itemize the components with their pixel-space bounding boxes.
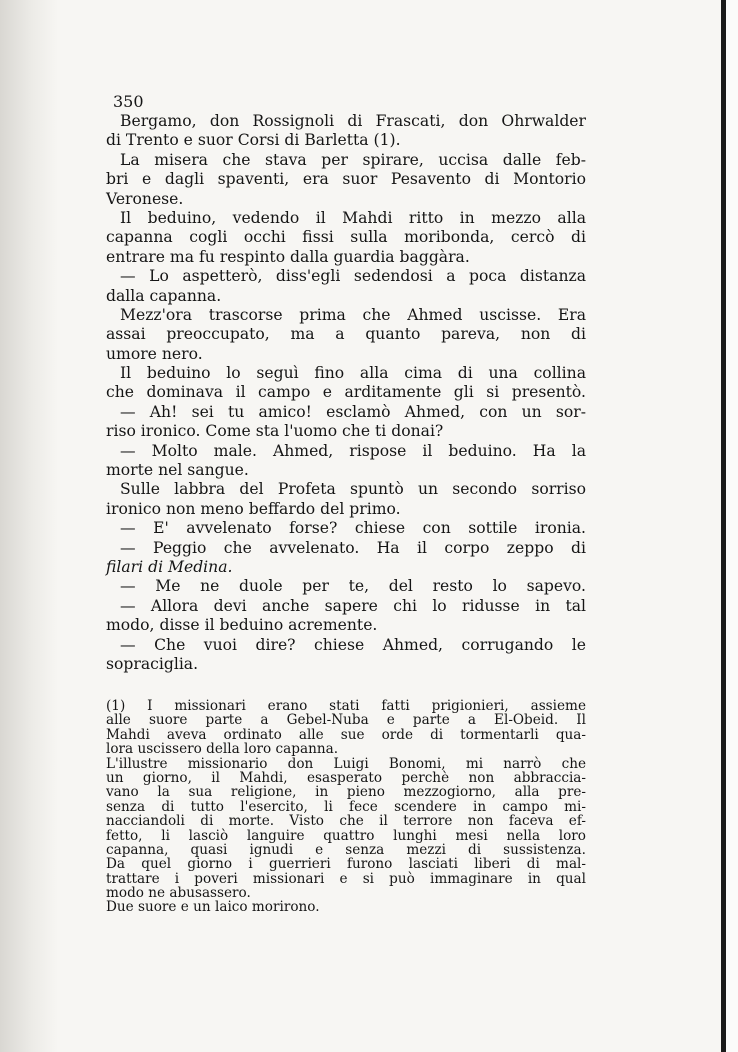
text-line: bri e dagli spaventi, era suor Pesavento di Montorio bbox=[106, 170, 586, 189]
text-line: dalla capanna. bbox=[106, 286, 222, 305]
page-number: 350 bbox=[113, 92, 144, 111]
text-line: morte nel sangue. bbox=[106, 461, 249, 480]
page-gutter-shadow bbox=[0, 0, 58, 1052]
text-line: — Ah! sei tu amico! esclamò Ahmed, con un sor- bbox=[120, 402, 586, 421]
footnote-paragraph bbox=[106, 699, 586, 757]
page-edge-border bbox=[721, 0, 726, 1052]
paragraph bbox=[106, 151, 586, 209]
paragraph bbox=[106, 112, 586, 151]
footnote-line: vano la sua religione, in pieno mezzogiorno, alla pre- bbox=[106, 784, 586, 801]
text-line: umore nero. bbox=[106, 344, 203, 363]
text-line: Sulle labbra del Profeta spuntò un secondo sorriso bbox=[120, 480, 586, 499]
text-line: di Trento e suor Corsi di Barletta (1). bbox=[106, 131, 401, 150]
text-line: Il beduino, vedendo il Mahdi ritto in mezzo alla bbox=[120, 208, 586, 227]
text-line: — Peggio che avvelenato. Ha il corpo zeppo di bbox=[120, 538, 586, 557]
footnote-line: un giorno, il Mahdi, esasperato perchè non abbraccia- bbox=[106, 769, 586, 786]
text-line bbox=[106, 558, 586, 577]
text-line: Bergamo, don Rossignoli di Frascati, don Ohrwalder bbox=[120, 112, 586, 130]
paragraph bbox=[106, 403, 586, 442]
footnote-line: senza di tutto l'esercito, li fece scendere in campo mi- bbox=[106, 798, 586, 815]
footnote-line: (1) I missionari erano stati fatti prigionieri, assieme bbox=[106, 698, 586, 714]
footnote-line: alle suore parte a Gebel-Nuba e parte a El-Obeid. Il bbox=[106, 712, 586, 729]
text-line: — Che vuoi dire? chiese Ahmed, corrugando le bbox=[120, 635, 586, 654]
footnote bbox=[106, 699, 586, 915]
paragraph bbox=[106, 597, 586, 636]
text-line: sopraciglia. bbox=[106, 654, 199, 673]
paragraph bbox=[106, 267, 586, 306]
text-line: entrare ma fu respinto dalla guardia baggàra. bbox=[106, 247, 470, 266]
footnote-line: Due suore e un laico morirono. bbox=[106, 899, 320, 916]
paragraph bbox=[106, 539, 586, 578]
text-line: — Me ne duole per te, del resto lo sapevo. bbox=[120, 577, 586, 596]
text-line: — Allora devi anche sapere chi lo ridusse in tal bbox=[120, 596, 586, 615]
paragraph bbox=[106, 306, 586, 364]
italic-term: filari di Medina. bbox=[106, 557, 233, 576]
footnote-paragraph bbox=[106, 900, 586, 914]
text-line: — Molto male. Ahmed, rispose il beduino. Ha la bbox=[120, 441, 586, 460]
footnote-paragraph bbox=[106, 757, 586, 858]
paragraph bbox=[106, 577, 586, 596]
footnote-line: Mahdi aveva ordinato alle sue orde di tormentarli qua- bbox=[106, 726, 586, 743]
footnote-line: nacciandoli di morte. Visto che il terrore non faceva ef- bbox=[106, 813, 586, 830]
text-line: — E' avvelenato forse? chiese con sottile ironia. bbox=[120, 519, 586, 538]
text-line: — Lo aspetterò, diss'egli sedendosi a poca distanza bbox=[120, 267, 586, 286]
paragraph bbox=[106, 519, 586, 538]
footnote-line: Da quel giorno i guerrieri furono lasciati liberi di mal- bbox=[106, 856, 586, 873]
paragraph bbox=[106, 209, 586, 267]
paragraph bbox=[106, 636, 586, 675]
text-line: che dominava il campo e arditamente gli si presentò. bbox=[106, 383, 586, 402]
page-margin-right bbox=[726, 0, 738, 1052]
footnote-line: trattare i poveri missionari e si può immaginare in qual bbox=[106, 870, 586, 887]
text-line: La misera che stava per spirare, uccisa dalle feb- bbox=[120, 150, 586, 169]
text-line: assai preoccupato, ma a quanto pareva, non di bbox=[106, 325, 586, 344]
footnote-line: capanna, quasi ignudi e senza mezzi di sussistenza. bbox=[106, 841, 586, 858]
footnote-line: modo ne abusassero. bbox=[106, 885, 251, 902]
paragraph bbox=[106, 364, 586, 403]
text-line: Mezz'ora trascorse prima che Ahmed uscisse. Era bbox=[120, 305, 586, 324]
footnote-line: L'illustre missionario don Luigi Bonomi, mi narrò che bbox=[106, 755, 586, 772]
text-line: modo, disse il beduino acremente. bbox=[106, 616, 378, 635]
text-line: ironico non meno beffardo del primo. bbox=[106, 499, 401, 518]
paragraph bbox=[106, 442, 586, 481]
paragraph bbox=[106, 480, 586, 519]
footnote-line: fetto, li lasciò languire quattro lunghi mesi nella loro bbox=[106, 827, 586, 844]
text-line: capanna cogli occhi fissi sulla moribonda, cercò di bbox=[106, 228, 586, 247]
footnote-paragraph bbox=[106, 857, 586, 900]
text-line: riso ironico. Come sta l'uomo che ti donai? bbox=[106, 422, 444, 441]
text-line: Il beduino lo seguì fino alla cima di una collina bbox=[120, 364, 586, 383]
main-text bbox=[106, 92, 586, 674]
text-line: Veronese. bbox=[106, 189, 184, 208]
footnote-line: lora uscissero della loro capanna. bbox=[106, 741, 339, 758]
